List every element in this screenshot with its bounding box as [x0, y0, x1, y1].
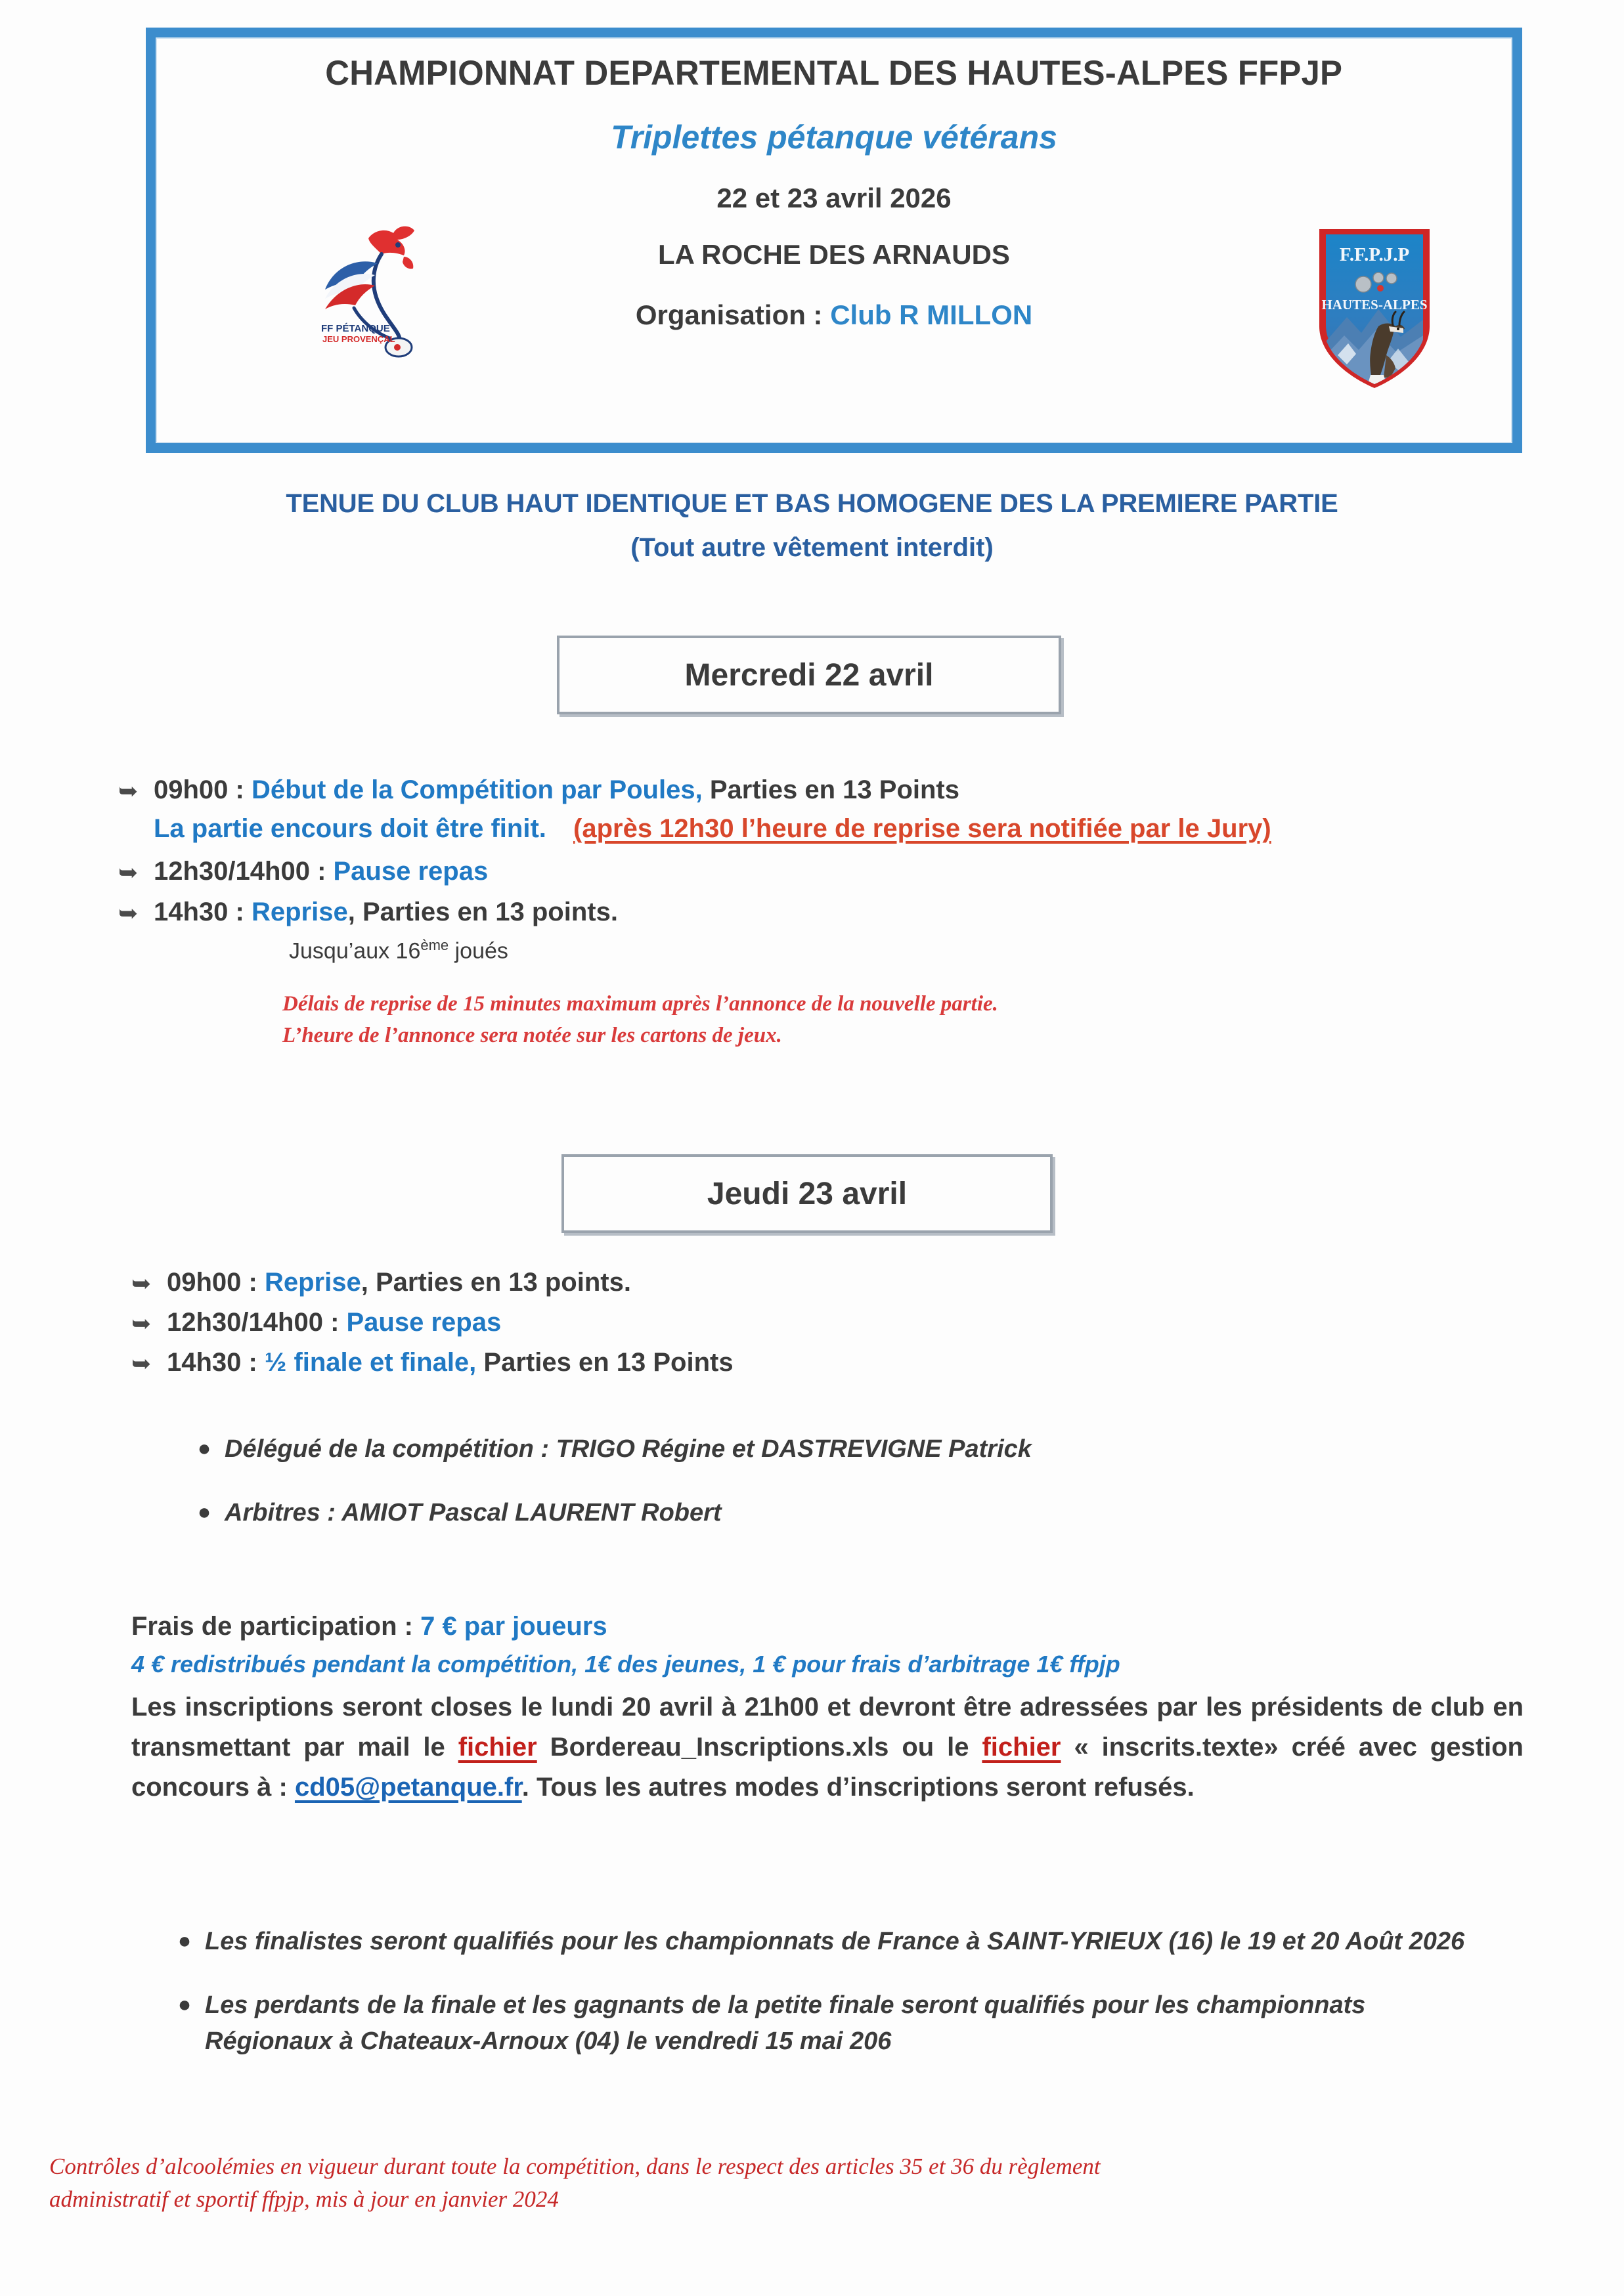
footer-line1: Contrôles d’alcoolémies en vigueur durant toute la compétition, dans le respect des articles 35 et 36 du règlement [49, 2154, 1101, 2179]
schedule-highlight: Pause repas [346, 1308, 502, 1337]
bullet-dot-icon: ● [177, 1928, 192, 1953]
schedule-rest: , Parties en 13 points. [347, 897, 618, 926]
schedule-item-text [154, 775, 1271, 844]
schedule-highlight: Début de la Compétition par Poules, [251, 775, 703, 804]
organisation-club: Club R MILLON [830, 299, 1033, 330]
wed-subnote-b: joués [449, 938, 508, 964]
dress-code-line1: TENUE DU CLUB HAUT IDENTIQUE ET BAS HOMOGENE DES LA PREMIERE PARTIE [286, 489, 1338, 518]
official-referees: Arbitres : AMIOT Pascal LAURENT Robert [225, 1499, 722, 1527]
schedule-highlight: Reprise [264, 1268, 361, 1297]
list-item [184, 1431, 1497, 1467]
schedule-item [131, 1267, 1576, 1298]
qualification-losers: Les perdants de la finale et les gagnants de la petite finale seront qualifiés pour les championnats Régionaux à Chateaux-Arnoux (04) le vendredi 15 mai 206 [205, 1991, 1366, 2056]
wed-note-red: (après 12h30 l’heure de reprise sera notifiée par le Jury) [573, 814, 1271, 844]
page-title: CHAMPIONNAT DEPARTEMENTAL DES HAUTES-ALPES FFPJP [325, 54, 1343, 93]
schedule-item-text [154, 897, 618, 928]
logo-left-text-1: FF PÉTANQUE [321, 323, 390, 334]
chevron-right-icon: ➥ [131, 1270, 152, 1297]
schedule-time: 09h00 : [154, 775, 252, 804]
registration-text-4: . Tous les autres modes d’inscriptions seront refusés. [521, 1772, 1195, 1802]
file-link-1[interactable]: fichier [458, 1732, 537, 1762]
footer-line2: administratif et sportif ffpjp, mis à jour en janvier 2024 [49, 2186, 559, 2212]
wed-red-note-line1: Délais de reprise de 15 minutes maximum après l’annonce de la nouvelle partie. [282, 992, 998, 1016]
fees-amount: 7 € par joueurs [420, 1612, 607, 1641]
schedule-highlight: Reprise [251, 897, 348, 926]
schedule-item [131, 1307, 1576, 1338]
fees-line [131, 1612, 1524, 1641]
event-location: LA ROCHE DES ARNAUDS [658, 239, 1010, 270]
official-delegate: Délégué de la compétition : TRIGO Régine et DASTREVIGNE Patrick [225, 1435, 1032, 1463]
event-subtitle: Triplettes pétanque vétérans [611, 119, 1057, 156]
schedule-time: 14h30 : [154, 897, 252, 926]
schedule-rest: Parties en 13 Points [702, 775, 959, 804]
chevron-right-icon: ➥ [118, 777, 139, 804]
list-item [184, 1495, 1497, 1531]
registration-text-3: « inscrits.texte» créé avec gestion concours à : [131, 1732, 1524, 1802]
chevron-right-icon: ➥ [118, 859, 139, 886]
schedule-item [131, 1347, 1576, 1378]
wed-red-note-line2: L’heure de l’annonce sera notée sur les cartons de jeux. [282, 1023, 782, 1047]
chevron-right-icon: ➥ [118, 899, 139, 926]
day1-label: Mercredi 22 avril [684, 657, 934, 693]
schedule-item-text [167, 1267, 631, 1298]
file-link-2[interactable]: fichier [982, 1732, 1061, 1762]
schedule-wednesday [118, 775, 1563, 1052]
list-item [164, 1987, 1543, 2060]
ff-petanque-rooster-logo-icon [305, 216, 437, 367]
chevron-right-icon: ➥ [131, 1310, 152, 1337]
schedule-item [118, 856, 1563, 887]
schedule-highlight: ½ finale et finale, [264, 1348, 477, 1377]
fees-label: Frais de participation : [131, 1612, 421, 1641]
wed-subnote-a: Jusqu’aux 16 [289, 938, 421, 964]
header-box [146, 28, 1522, 453]
footer-note [49, 2150, 1527, 2215]
schedule-time: 12h30/14h00 : [154, 857, 334, 886]
schedule-item-text [167, 1307, 501, 1338]
wed-red-note [282, 989, 1563, 1052]
registration-text-2: Bordereau_Inscriptions.xls ou le [537, 1732, 982, 1762]
schedule-item-text [167, 1347, 734, 1378]
fees-breakdown: 4 € redistribués pendant la compétition, 1€ des jeunes, 1 € pour frais d’arbitrage 1€ ffpjp [131, 1651, 1120, 1678]
schedule-item-text [154, 856, 488, 887]
registration-text-1: Les inscriptions seront closes le lundi 20 avril à 21h00 et devront être adressées par les présidents de club en transmettant par mail le [131, 1693, 1524, 1762]
schedule-item [118, 897, 1563, 928]
schedule-time: 12h30/14h00 : [167, 1308, 347, 1337]
qualification-finalists: Les finalistes seront qualifiés pour les championnats de France à SAINT-YRIEUX (16) le 19 et 20 Août 2026 [205, 1928, 1465, 1955]
bullet-dot-icon: ● [197, 1436, 211, 1461]
event-dates: 22 et 23 avril 2026 [716, 183, 952, 213]
day-header-wednesday [557, 636, 1061, 714]
shield-text-ffpjp: F.F.P.J.P [1339, 244, 1410, 265]
schedule-item [118, 775, 1563, 844]
ffpjp-hautes-alpes-shield-logo-icon [1315, 227, 1434, 391]
bullet-dot-icon: ● [177, 1992, 192, 2018]
dress-code-line2: (Tout autre vêtement interdit) [630, 533, 994, 562]
list-item [164, 1924, 1543, 1960]
organisation-label: Organisation : [635, 299, 831, 330]
qualifications-list [164, 1924, 1543, 2087]
event-organisation [636, 299, 1032, 331]
registration-paragraph [131, 1687, 1524, 1807]
day-header-thursday [561, 1154, 1053, 1233]
schedule-thursday [131, 1267, 1576, 1388]
bullet-dot-icon: ● [197, 1500, 211, 1525]
day2-label: Jeudi 23 avril [707, 1176, 908, 1211]
shield-text-hautes-alpes: HAUTES-ALPES [1321, 297, 1428, 313]
chevron-right-icon: ➥ [131, 1350, 152, 1377]
email-link[interactable]: cd05@petanque.fr [294, 1772, 522, 1802]
schedule-time: 14h30 : [167, 1348, 265, 1377]
schedule-time: 09h00 : [167, 1268, 265, 1297]
schedule-highlight: Pause repas [333, 857, 489, 886]
dress-code [0, 489, 1624, 563]
schedule-rest: Parties en 13 Points [476, 1348, 734, 1377]
logo-left-text-2: JEU PROVENÇAL [322, 334, 395, 344]
wed-subnote-sup: ème [420, 936, 449, 953]
wed-subnote [289, 937, 1563, 964]
fees-section [131, 1612, 1524, 1807]
wed-note-blue: La partie encours doit être finit. [154, 814, 546, 844]
officials-list [184, 1431, 1497, 1559]
schedule-rest: , Parties en 13 points. [361, 1268, 631, 1297]
